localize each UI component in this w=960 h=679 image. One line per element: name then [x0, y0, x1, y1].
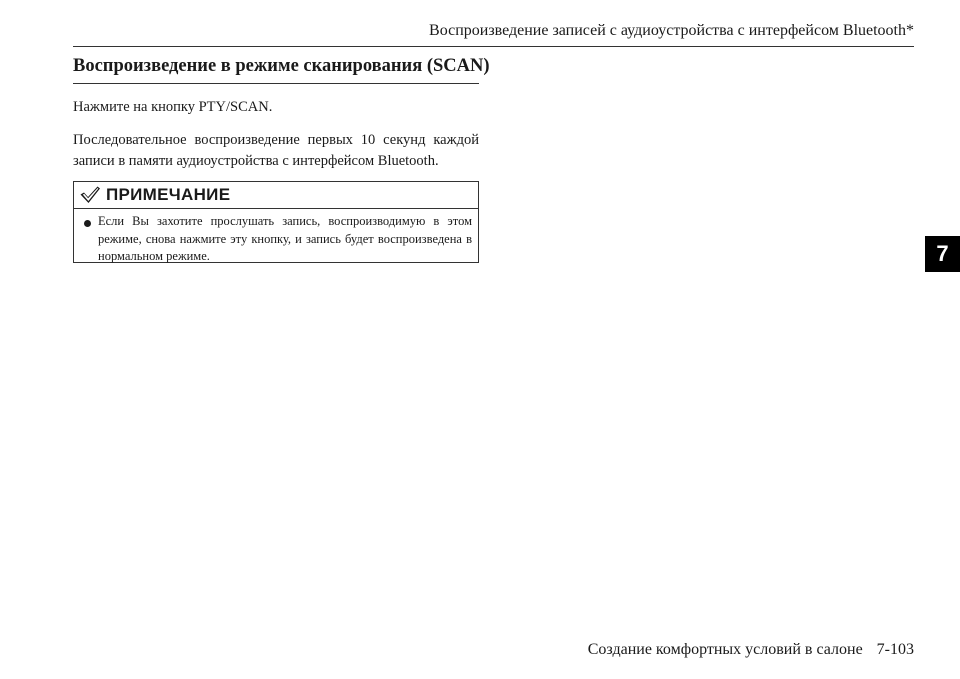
- note-header: [74, 182, 478, 209]
- section-heading: Воспроизведение в режиме сканирования (SCAN): [73, 56, 479, 84]
- note-box: [73, 181, 479, 263]
- page-number: 7-103: [876, 641, 914, 658]
- description-paragraph: Последовательное воспроизведение первых 10 секунд каждой записи в памяти аудиоустройства с интерфейсом Bluetooth.: [73, 132, 479, 169]
- page-footer: [588, 641, 914, 659]
- footer-section-title: Создание комфортных условий в салоне: [587, 641, 863, 658]
- checkmark-note-icon: [79, 185, 101, 205]
- header-divider: [73, 46, 914, 47]
- chapter-tab: 7: [925, 236, 960, 272]
- note-item-text: Если Вы захотите прослушать запись, воспроизводимую в этом режиме, снова нажмите эту кнопку, и запись будет воспроизведена в нормальном режиме.: [98, 214, 472, 263]
- bullet-icon: [84, 220, 91, 227]
- instruction-paragraph: Нажмите на кнопку PTY/SCAN.: [73, 99, 273, 115]
- header-title: Воспроизведение записей с аудиоустройства с интерфейсом Bluetooth*: [429, 22, 914, 39]
- note-title: ПРИМЕЧАНИЕ: [106, 185, 231, 204]
- note-item: [74, 209, 478, 266]
